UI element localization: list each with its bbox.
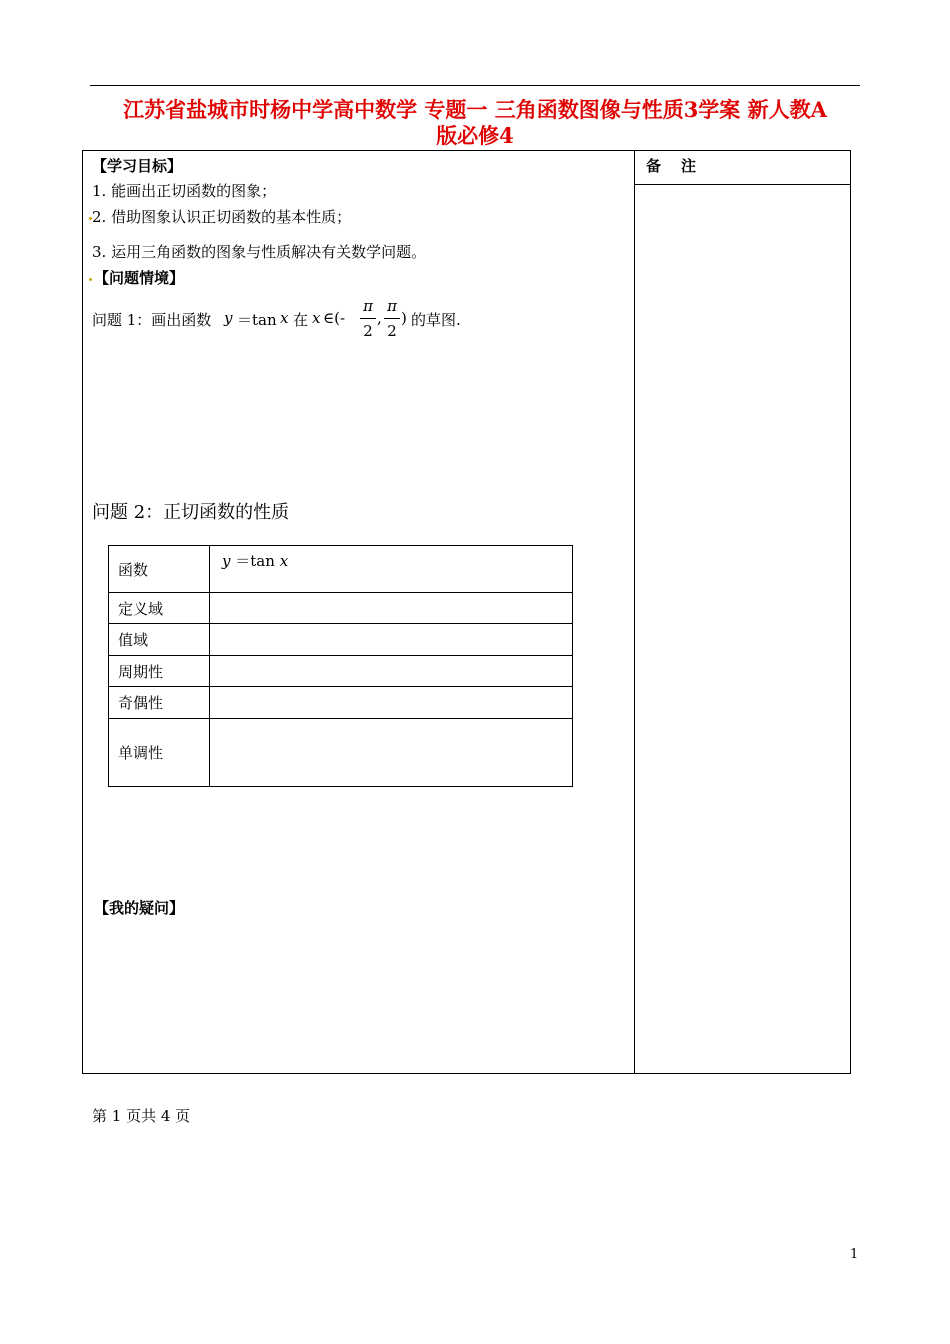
problem-1-close: ) [401,309,407,327]
func-x: x [279,552,289,570]
table-cell-answer[interactable] [210,624,573,656]
func-eq: ＝tan [235,552,275,570]
problem-1-eq: ＝tan [237,311,277,329]
page-footer: 第 1 页共 4 页 [92,1107,191,1125]
table-cell-answer[interactable] [210,687,573,719]
problem-1-suffix: 的草图. [411,311,461,329]
section-situation: 【问题情境】 [94,269,185,287]
problem-1-y: y [224,309,233,327]
table-cell-label: 函数 [109,546,210,593]
table-row [109,656,573,687]
table-row [109,687,573,719]
fraction-bar [360,318,376,319]
func-y: y [222,552,231,570]
title-line-2: 版必修4 [436,123,514,148]
notes-header-rule [634,184,851,185]
table-cell-label: 值域 [109,624,210,656]
table-cell-answer[interactable] [210,656,573,687]
properties-table [108,545,573,787]
table-cell-label: 定义域 [109,593,210,624]
page-number: 1 [850,1247,859,1262]
title-line-1: 江苏省盐城市时杨中学高中数学 专题一 三角函数图像与性质3学案 新人教A [123,97,827,122]
table-row [109,719,573,787]
fraction-denominator: 2 [387,322,397,340]
table-row [109,546,573,593]
table-cell-answer[interactable] [210,593,573,624]
problem-1-prefix: 问题 1：画出函数 [92,311,212,329]
table-cell-label: 单调性 [109,719,210,787]
objective-1: 1. 能画出正切函数的图象； [92,182,277,200]
table-cell-function [210,546,573,593]
problem-1-in: ∈(- [323,309,346,327]
document-title [90,97,860,149]
table-row [109,593,573,624]
problem-1-zai: 在 [293,311,309,329]
notes-header: 备注 [646,157,717,175]
objective-2: 2. 借助图象认识正切函数的基本性质； [92,208,352,226]
objective-3: 3. 运用三角函数的图象与性质解决有关数学问题。 [92,243,427,261]
bullet-dot [89,278,92,281]
fraction-numerator: π [363,297,373,315]
header-rule [90,85,860,86]
section-objectives: 【学习目标】 [92,157,183,175]
table-row [109,624,573,656]
table-cell-label: 周期性 [109,656,210,687]
notes-column-divider [634,150,635,1074]
fraction-bar [384,318,400,319]
fraction-denominator: 2 [363,322,373,340]
table-cell-answer[interactable] [210,719,573,787]
problem-1-x2: x [312,309,321,327]
problem-1-comma: , [377,309,382,327]
problem-2: 问题 2：正切函数的性质 [92,502,290,523]
table-cell-label: 奇偶性 [109,687,210,719]
fraction-numerator: π [387,297,397,315]
section-questions: 【我的疑问】 [94,899,185,917]
problem-1-x: x [280,309,289,327]
